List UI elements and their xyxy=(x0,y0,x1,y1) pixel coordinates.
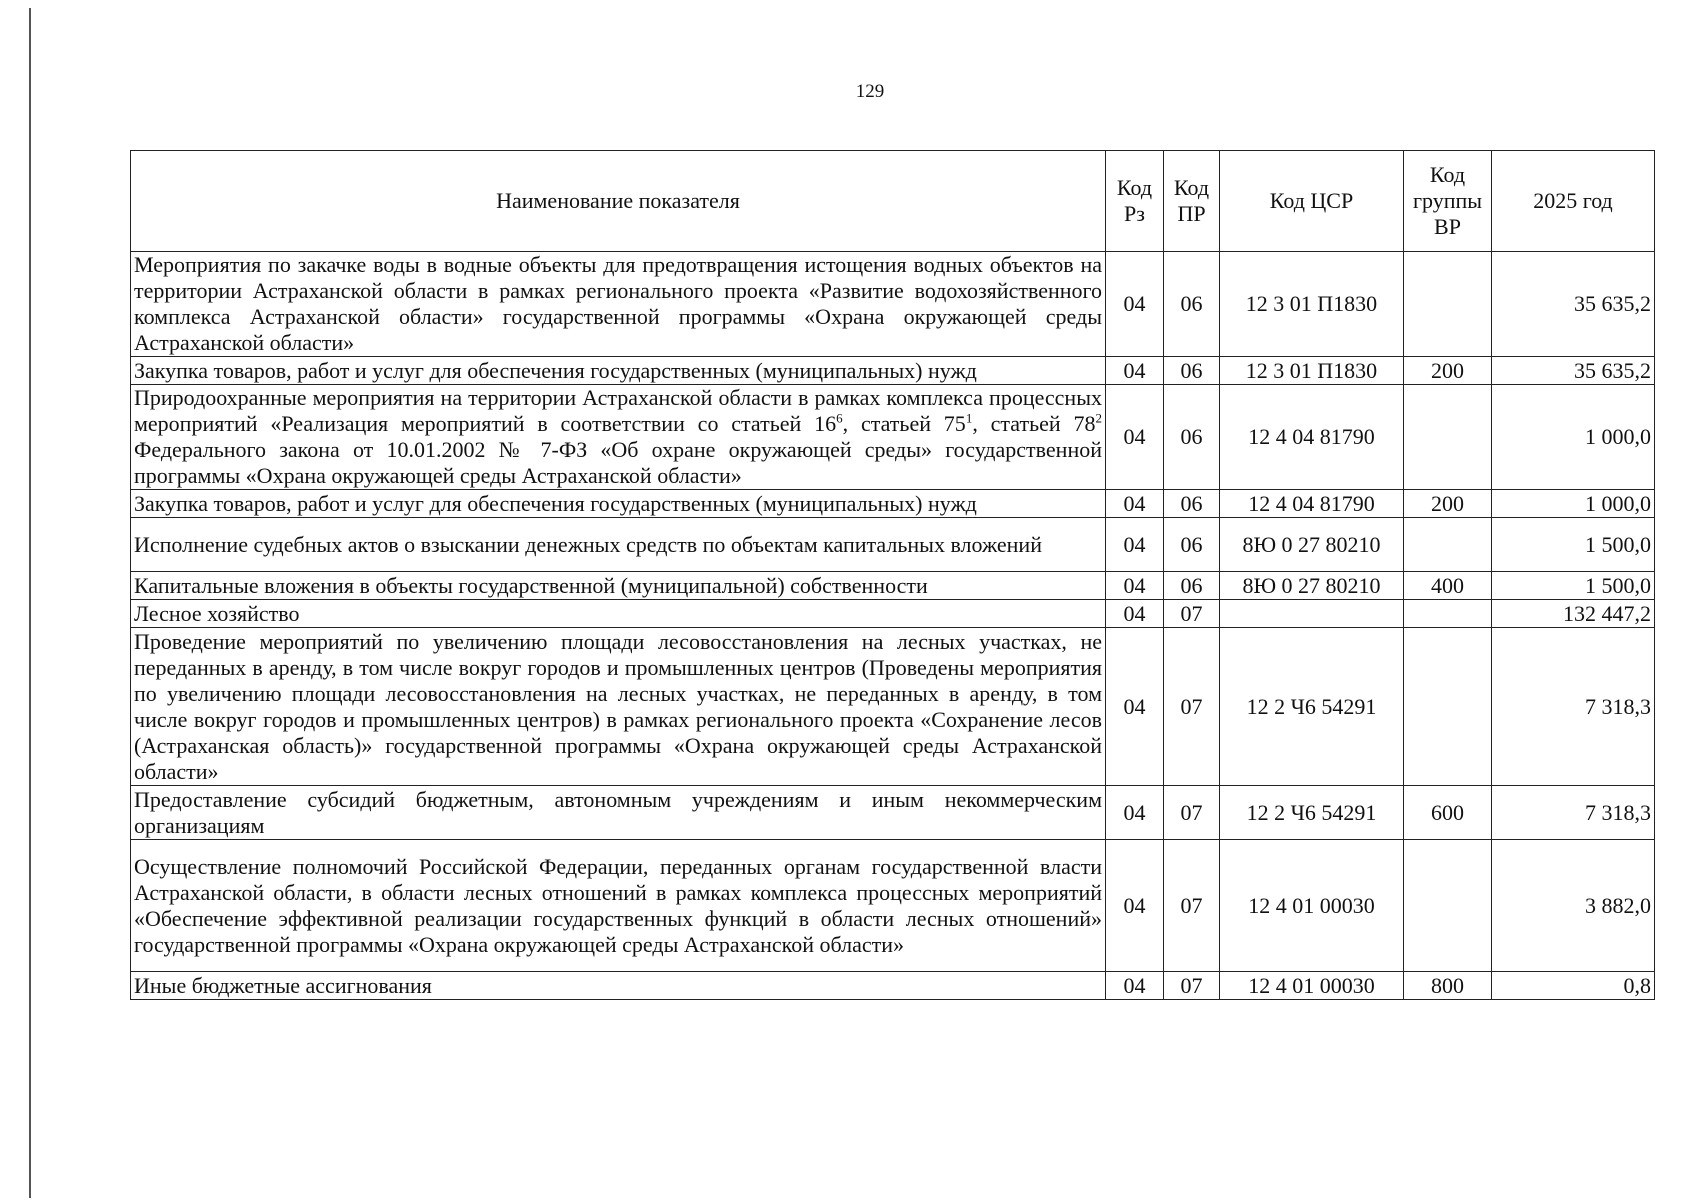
header-pr-code: Код ПР xyxy=(1164,151,1220,252)
row-name: Осуществление полномочий Российской Федерации, переданных органам государственной власти Астраханской области, в области лесных отношений в рамках комплекса процессных мероприятий «Обеспечение эффективной реализации государственных функций в области лесных отношений» государственной программы «Охрана окружающей среды Астраханской области» xyxy=(131,840,1106,972)
superscript: 2 xyxy=(1095,410,1102,426)
row-amount: 7 318,3 xyxy=(1492,786,1655,840)
table-header-row xyxy=(131,151,1655,252)
row-name-part: Федерального закона от 10.01.2002 № 7-ФЗ «Об охране окружающей среды» государственной программы «Охрана окружающей среды Астраханской области» xyxy=(134,437,1102,488)
row-name-part: , статьей 78 xyxy=(972,411,1096,436)
binding-margin-line xyxy=(29,8,31,1198)
row-pr: 06 xyxy=(1164,252,1220,357)
row-name: Закупка товаров, работ и услуг для обеспечения государственных (муниципальных) нужд xyxy=(131,490,1106,518)
page-number: 129 xyxy=(855,81,885,102)
table-row xyxy=(131,972,1655,1000)
row-amount: 35 635,2 xyxy=(1492,252,1655,357)
row-pr: 06 xyxy=(1164,518,1220,572)
row-rz: 04 xyxy=(1106,972,1164,1000)
row-amount: 1 000,0 xyxy=(1492,490,1655,518)
row-name: Иные бюджетные ассигнования xyxy=(131,972,1106,1000)
row-csr: 8Ю 0 27 80210 xyxy=(1220,572,1404,600)
row-amount: 0,8 xyxy=(1492,972,1655,1000)
row-pr: 06 xyxy=(1164,357,1220,385)
table-row xyxy=(131,786,1655,840)
row-vr: 600 xyxy=(1404,786,1492,840)
row-pr: 07 xyxy=(1164,628,1220,786)
row-rz: 04 xyxy=(1106,385,1164,490)
row-rz: 04 xyxy=(1106,357,1164,385)
row-name: Предоставление субсидий бюджетным, автономным учреждениям и иным некоммерческим организациям xyxy=(131,786,1106,840)
row-name: Проведение мероприятий по увеличению площади лесовосстановления на лесных участках, не переданных в аренду, в том числе вокруг городов и промышленных центров (Проведены мероприятия по увеличению площади лесовосстановления на лесных участках, не переданных в аренду, в том числе вокруг городов и промышленных центров) в рамках регионального проекта «Сохранение лесов (Астраханская область)» государственной программы «Охрана окружающей среды Астраханской области» xyxy=(131,628,1106,786)
table-row xyxy=(131,252,1655,357)
row-amount: 35 635,2 xyxy=(1492,357,1655,385)
table-row xyxy=(131,600,1655,628)
row-vr: 400 xyxy=(1404,572,1492,600)
row-amount: 1 500,0 xyxy=(1492,572,1655,600)
row-rz: 04 xyxy=(1106,490,1164,518)
row-name xyxy=(131,385,1106,490)
superscript: 6 xyxy=(836,410,843,426)
row-rz: 04 xyxy=(1106,572,1164,600)
row-vr xyxy=(1404,252,1492,357)
row-csr xyxy=(1220,600,1404,628)
row-csr: 12 4 04 81790 xyxy=(1220,490,1404,518)
row-csr: 8Ю 0 27 80210 xyxy=(1220,518,1404,572)
row-csr: 12 3 01 П1830 xyxy=(1220,252,1404,357)
row-vr: 800 xyxy=(1404,972,1492,1000)
row-pr: 07 xyxy=(1164,972,1220,1000)
row-csr: 12 4 01 00030 xyxy=(1220,840,1404,972)
row-vr: 200 xyxy=(1404,357,1492,385)
row-name: Исполнение судебных актов о взыскании денежных средств по объектам капитальных вложений xyxy=(131,518,1106,572)
row-pr: 07 xyxy=(1164,600,1220,628)
row-rz: 04 xyxy=(1106,518,1164,572)
row-amount: 1 000,0 xyxy=(1492,385,1655,490)
row-pr: 06 xyxy=(1164,385,1220,490)
row-vr xyxy=(1404,628,1492,786)
table-row xyxy=(131,490,1655,518)
row-amount: 132 447,2 xyxy=(1492,600,1655,628)
row-vr xyxy=(1404,518,1492,572)
row-name-part: , статьей 75 xyxy=(842,411,966,436)
row-csr: 12 2 Ч6 54291 xyxy=(1220,786,1404,840)
table-row xyxy=(131,572,1655,600)
row-rz: 04 xyxy=(1106,840,1164,972)
row-pr: 07 xyxy=(1164,786,1220,840)
row-csr: 12 4 01 00030 xyxy=(1220,972,1404,1000)
header-vr-group-code: Код группы ВР xyxy=(1404,151,1492,252)
row-vr: 200 xyxy=(1404,490,1492,518)
row-name: Закупка товаров, работ и услуг для обеспечения государственных (муниципальных) нужд xyxy=(131,357,1106,385)
row-csr: 12 4 04 81790 xyxy=(1220,385,1404,490)
row-rz: 04 xyxy=(1106,252,1164,357)
header-indicator-name: Наименование показателя xyxy=(131,151,1106,252)
row-rz: 04 xyxy=(1106,786,1164,840)
row-pr: 06 xyxy=(1164,572,1220,600)
row-vr xyxy=(1404,840,1492,972)
header-rz-code: Код Рз xyxy=(1106,151,1164,252)
header-year-2025: 2025 год xyxy=(1492,151,1655,252)
header-csr-code: Код ЦСР xyxy=(1220,151,1404,252)
table-row xyxy=(131,357,1655,385)
table-row xyxy=(131,385,1655,490)
row-name: Лесное хозяйство xyxy=(131,600,1106,628)
row-vr xyxy=(1404,600,1492,628)
table-row xyxy=(131,518,1655,572)
row-name: Мероприятия по закачке воды в водные объекты для предотвращения истощения водных объектов на территории Астраханской области в рамках регионального проекта «Развитие водохозяйственного комплекса Астраханской области» государственной программы «Охрана окружающей среды Астраханской области» xyxy=(131,252,1106,357)
table-row xyxy=(131,840,1655,972)
row-csr: 12 3 01 П1830 xyxy=(1220,357,1404,385)
row-amount: 7 318,3 xyxy=(1492,628,1655,786)
table-row xyxy=(131,628,1655,786)
row-name-part: Природоохранные мероприятия на территории Астраханской области в рамках комплекса процессных мероприятий «Реализация мероприятий в соответствии со статьей 16 xyxy=(134,385,1102,436)
budget-table xyxy=(130,150,1655,1000)
superscript: 1 xyxy=(965,410,973,426)
row-rz: 04 xyxy=(1106,600,1164,628)
row-amount: 3 882,0 xyxy=(1492,840,1655,972)
row-pr: 07 xyxy=(1164,840,1220,972)
row-name: Капитальные вложения в объекты государственной (муниципальной) собственности xyxy=(131,572,1106,600)
row-amount: 1 500,0 xyxy=(1492,518,1655,572)
row-csr: 12 2 Ч6 54291 xyxy=(1220,628,1404,786)
row-rz: 04 xyxy=(1106,628,1164,786)
row-vr xyxy=(1404,385,1492,490)
row-pr: 06 xyxy=(1164,490,1220,518)
